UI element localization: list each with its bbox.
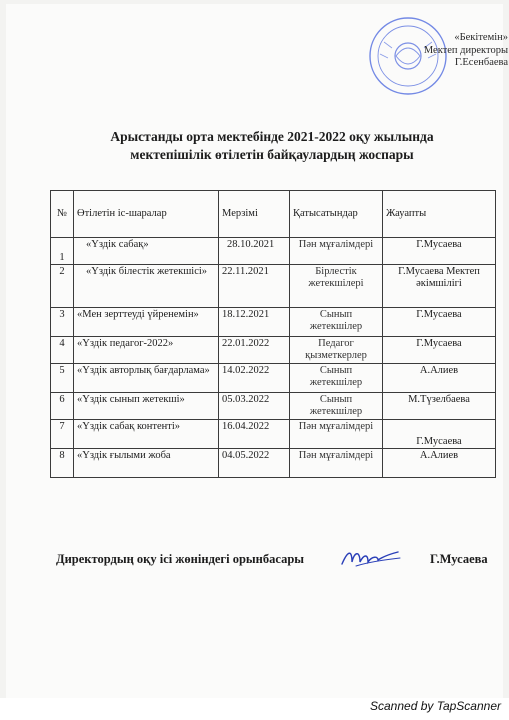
row-responsible: Г.Мусаева: [383, 238, 496, 265]
approval-heading: «Бекітемін»: [454, 32, 508, 43]
table-row: [51, 364, 496, 393]
signatory-position: Директордың оқу ісі жөніндегі орынбасары: [56, 552, 305, 566]
row-date: 05.03.2022: [219, 393, 290, 420]
approval-position: Мектеп директоры: [423, 44, 508, 56]
row-responsible: Г.Мусаева: [383, 420, 496, 449]
table-row: [51, 393, 496, 420]
scanner-watermark: Scanned by TapScanner: [370, 699, 501, 713]
row-date: 28.10.2021: [219, 238, 290, 265]
table-row: [51, 337, 496, 364]
row-number: 2: [51, 265, 74, 308]
signature-line: [56, 548, 506, 568]
row-responsible: Г.Мусаева: [383, 308, 496, 337]
row-date: 22.01.2022: [219, 337, 290, 364]
row-participants: Педагог қызметкерлер: [290, 337, 383, 364]
row-number: 1: [51, 238, 74, 265]
header-participants: Қатысатындар: [290, 191, 383, 238]
header-responsible: Жауапты: [383, 191, 496, 238]
row-event: «Үздік сынып жетекші»: [74, 393, 219, 420]
row-number: 5: [51, 364, 74, 393]
row-participants: Сынып жетекшілер: [290, 364, 383, 393]
row-event: «Үздік сабақ»: [74, 238, 219, 265]
handwritten-signature-icon: [338, 544, 408, 574]
row-participants: Сынып жетекшілер: [290, 393, 383, 420]
row-number: 8: [51, 449, 74, 478]
row-date: 16.04.2022: [219, 420, 290, 449]
row-responsible: Г.Мусаева Мектеп әкімшілігі: [383, 265, 496, 308]
row-event: «Үздік сабақ контенті»: [74, 420, 219, 449]
row-date: 18.12.2021: [219, 308, 290, 337]
approval-name: Г.Есенбаева: [454, 57, 508, 68]
events-plan-table: [50, 190, 496, 478]
table-row: [51, 238, 496, 265]
row-participants: Бірлестік жетекшілері: [290, 265, 383, 308]
row-responsible: А.Алиев: [383, 364, 496, 393]
title-line-1: Арыстанды орта мектебінде 2021-2022 оқу жылында: [110, 129, 434, 144]
row-number: 3: [51, 308, 74, 337]
document-title: [66, 128, 478, 164]
table-row: [51, 308, 496, 337]
row-event: «Үздік авторлық бағдарлама»: [74, 364, 219, 393]
header-events: Өтілетін іс-шаралар: [74, 191, 219, 238]
approval-block: [378, 32, 508, 70]
row-participants: Сынып жетекшілер: [290, 308, 383, 337]
row-number: 4: [51, 337, 74, 364]
row-participants: Пән мұғалімдері: [290, 238, 383, 265]
table-row: [51, 265, 496, 308]
row-responsible: А.Алиев: [383, 449, 496, 478]
title-line-2: мектепішілік өтілетін байқаулардың жоспары: [130, 147, 414, 162]
table-row: [51, 420, 496, 449]
row-date: 04.05.2022: [219, 449, 290, 478]
row-responsible: Г.Мусаева: [383, 337, 496, 364]
table-header-row: [51, 191, 496, 238]
row-participants: Пән мұғалімдері: [290, 420, 383, 449]
row-responsible: М.Түзелбаева: [383, 393, 496, 420]
row-participants: Пән мұғалімдері: [290, 449, 383, 478]
header-date: Мерзімі: [219, 191, 290, 238]
document-page: [6, 4, 508, 704]
row-event: «Үздік педагог-2022»: [74, 337, 219, 364]
table-row: [51, 449, 496, 478]
row-event: «Мен зерттеуді үйренемін»: [74, 308, 219, 337]
header-number: №: [51, 191, 74, 238]
signatory-name: Г.Мусаева: [430, 552, 488, 566]
row-date: 22.11.2021: [219, 265, 290, 308]
row-number: 7: [51, 420, 74, 449]
row-date: 14.02.2022: [219, 364, 290, 393]
row-number: 6: [51, 393, 74, 420]
row-event: «Үздік ғылыми жоба: [74, 449, 219, 478]
row-event: «Үздік білестік жетекшісі»: [74, 265, 219, 308]
